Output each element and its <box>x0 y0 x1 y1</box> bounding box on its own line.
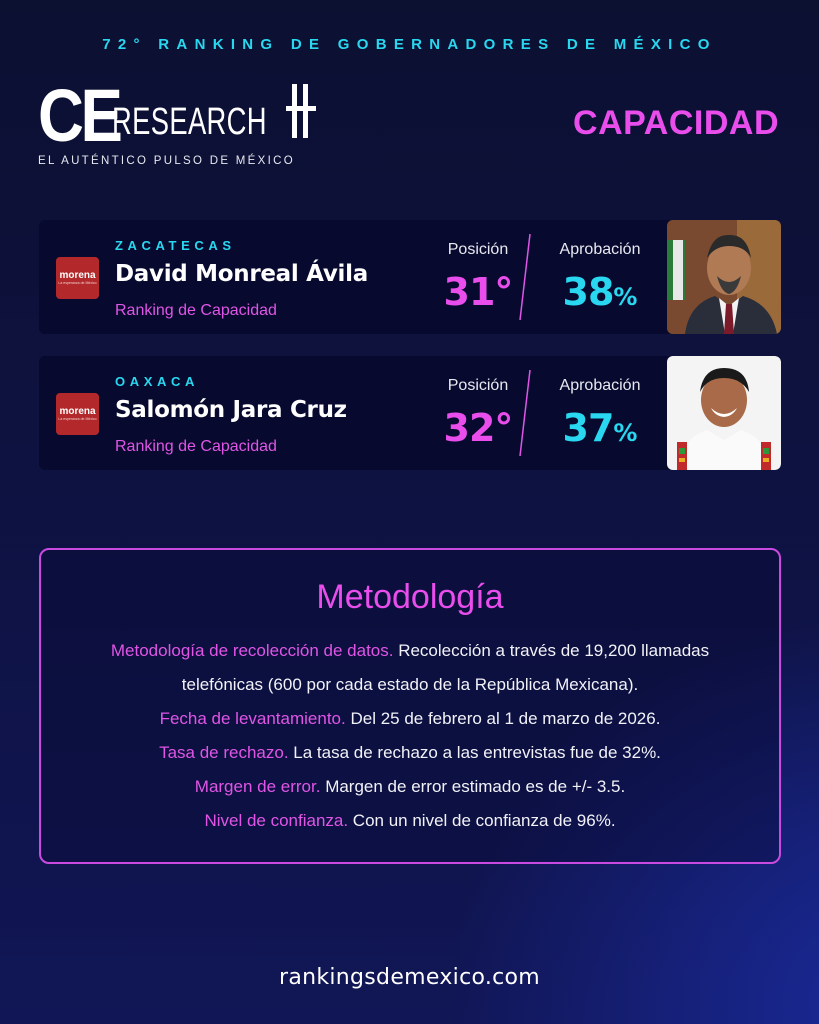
position-value: 31° <box>443 270 513 314</box>
methodology-line: Metodología de recolección de datos. Recolección a través de 19,200 llamadas <box>110 641 710 660</box>
methodology-box <box>39 548 781 864</box>
logo-research-text: RESEARCH <box>112 101 267 143</box>
position-label: Posición <box>447 241 509 258</box>
morena-party-logo: morena La esperanza de México <box>56 393 99 435</box>
governor-name: Salomón Jara Cruz <box>115 397 347 423</box>
methodology-line: Tasa de rechazo. La tasa de rechazo a las entrevistas fue de 32%. <box>159 743 661 762</box>
ce-research-logo <box>38 74 327 157</box>
methodology-line: Margen de error. Margen de error estimado es de +/- 3.5. <box>194 777 626 796</box>
governor-state: OAXACA <box>115 374 199 389</box>
methodology-title: Metodología <box>316 578 504 616</box>
methodology-line: Nivel de confianza. Con un nivel de confianza de 96%. <box>204 811 616 830</box>
governor-photo <box>667 356 781 470</box>
ranking-edition-title: 72° RANKING DE GOBERNADORES DE MÉXICO <box>102 36 717 53</box>
logo-ce-text: CE <box>38 74 120 157</box>
morena-party-logo: morena La esperanza de México <box>56 257 99 299</box>
position-label: Posición <box>447 377 509 394</box>
approval-label: Aprobación <box>559 377 641 394</box>
logo-bars-icon <box>286 84 316 138</box>
governor-name: David Monreal Ávila <box>115 261 368 287</box>
approval-label: Aprobación <box>559 241 641 258</box>
website-link[interactable]: rankingsdemexico.com <box>278 965 541 990</box>
approval-value: 37% <box>562 406 638 450</box>
ranking-label: Ranking de Capacidad <box>115 438 277 455</box>
stat-divider <box>518 234 532 320</box>
governor-state: ZACATECAS <box>115 238 236 253</box>
stat-divider <box>518 370 532 456</box>
approval-value: 38% <box>562 270 638 314</box>
methodology-line: Fecha de levantamiento. Del 25 de febrero al 1 de marzo de 2026. <box>159 709 661 728</box>
section-title: CAPACIDAD <box>573 104 779 142</box>
governor-card <box>39 220 781 334</box>
governor-photo <box>667 220 781 334</box>
methodology-line: telefónicas (600 por cada estado de la República Mexicana). <box>181 675 639 694</box>
governor-card <box>39 356 781 470</box>
logo-tagline: EL AUTÉNTICO PULSO DE MÉXICO <box>38 155 295 167</box>
position-value: 32° <box>443 406 513 450</box>
ranking-label: Ranking de Capacidad <box>115 302 277 319</box>
